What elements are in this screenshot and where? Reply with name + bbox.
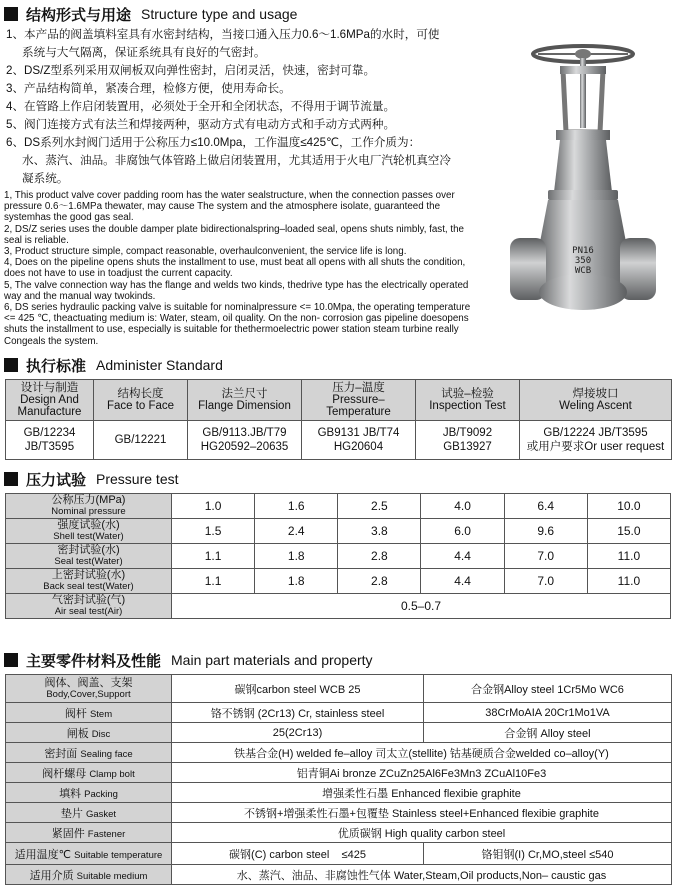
valve-marking-line: PN16: [572, 246, 594, 256]
table-row: [6, 843, 672, 865]
section-title-en: Administer Standard: [96, 357, 223, 373]
table-cell: 合金钢Alloy steel 1Cr5Mo WC6: [424, 675, 672, 703]
en-item: 5, The valve connection way has the flange and welds two kinds, thedrive type has the electrically operated way and the manual way twokinds.: [4, 279, 469, 302]
section-header-materials: [4, 649, 373, 671]
table-cell: 2.8: [338, 569, 421, 594]
row-label: 密封试验(水) Seal test(Water): [6, 544, 172, 569]
standards-table: [5, 379, 672, 460]
table-cell: 2.4: [255, 519, 338, 544]
header-design: 设计与制造 Design And Manufacture: [6, 380, 94, 421]
section-title-en: Pressure test: [96, 471, 179, 487]
table-cell: GB/12221: [94, 421, 188, 460]
row-label: 填料 Packing: [6, 783, 172, 803]
table-cell: 铁基合金(H) welded fe–alloy 司太立(stellite) 钴基硬质合金welded co–alloy(Y): [172, 743, 672, 763]
table-header-row: [6, 380, 672, 421]
en-usage-list: [4, 190, 474, 347]
row-label: 密封面 Sealing face: [6, 743, 172, 763]
cn-usage-list: [6, 26, 451, 188]
valve-marking: [566, 246, 600, 276]
table-cell: 铬不锈钢 (2Cr13) Cr, stainless steel: [172, 703, 424, 723]
table-cell: 碳钢carbon steel WCB 25: [172, 675, 424, 703]
table-row: [6, 494, 671, 519]
table-row: [6, 803, 672, 823]
table-cell: 4.4: [421, 544, 504, 569]
row-label: 适用温度℃ Suitable temperature: [6, 843, 172, 865]
en-item: 3, Product structure simple, compact reasonable, overhaulconvenient, the service life is long.: [4, 246, 407, 258]
table-cell: 15.0: [587, 519, 670, 544]
cn-item: 6、DS系列水封阀门适用于公称压力≤10.0Mpa，工作温度≤425℃，工作介质为：: [6, 136, 421, 149]
cn-item: 1、本产品的阀盖填料室具有水密封结构，当接口通入压力0.6～1.6MPa的水时，可使: [6, 28, 440, 41]
en-item: 2, DS/Z series uses the double damper plate bidirectionalspring–loaded seal, opens shuts nimbly, fast, the seal is reliable.: [4, 223, 464, 246]
en-item: 6, DS series hydraulic packing valve is suitable for nominalpressure <= 10.0Mpa, the operating temperature <= 425 ℃, theactuating medium is: Water, steam, oil quality. On the non- corrosion gas pipeline doesopens shuts the installment to use, especially is suitable for thethermoelectric power station steam turbine really Congeals the system.: [4, 302, 471, 347]
table-cell: GB/9113.JB/T79 HG20592–20635: [188, 421, 302, 460]
table-row: [6, 823, 672, 843]
table-cell: 水、蒸汽、油品、非腐蚀性气体 Water,Steam,Oil products,Non– caustic gas: [172, 865, 672, 885]
cn-item: 水、蒸汽、油品。非腐蚀气体管路上做启闭装置用，尤其适用于火电厂汽轮机真空冷: [22, 154, 451, 167]
section-title-cn: 执行标准: [26, 357, 87, 375]
row-label: 气密封试验(气) Air seal test(Air): [6, 594, 172, 619]
bullet-square-icon: [4, 472, 18, 486]
row-label: 阀体、阀盖、支架 Body,Cover,Support: [6, 675, 172, 703]
table-row: [6, 723, 672, 743]
table-cell: 合金钢 Alloy steel: [424, 723, 672, 743]
en-item: 1, This product valve cover padding room has the water sealstructure, when the connection passes over pressure 0.6～1.6MPa thewater, may cause The system and the atmosphere isolate, guaranteed the systemhas the good gas seal.: [4, 190, 455, 224]
table-cell: 2.5: [338, 494, 421, 519]
row-label: 强度试验(水) Shell test(Water): [6, 519, 172, 544]
table-row: [6, 743, 672, 763]
valve-marking-line: WCB: [574, 266, 592, 276]
table-cell: 增强柔性石墨 Enhanced flexibie graphite: [172, 783, 672, 803]
table-cell: 11.0: [587, 569, 670, 594]
table-cell: GB9131 JB/T74 HG20604: [302, 421, 416, 460]
section-title-cn: 主要零件材料及性能: [26, 652, 162, 670]
table-cell: 6.4: [504, 494, 587, 519]
table-cell: 6.0: [421, 519, 504, 544]
bullet-square-icon: [4, 7, 18, 21]
table-cell: JB/T9092 GB13927: [416, 421, 520, 460]
section-title-en: Main part materials and property: [171, 652, 373, 668]
table-row: [6, 569, 671, 594]
table-cell: 优质碳钢 High quality carbon steel: [172, 823, 672, 843]
table-cell: 1.1: [172, 544, 255, 569]
cn-item: 2、DS/Z型系列采用双闸板双向弹性密封，启闭灵活，快速，密封可靠。: [6, 64, 376, 77]
bullet-square-icon: [4, 358, 18, 372]
table-cell: 1.5: [172, 519, 255, 544]
row-label: 公称压力(MPa) Nominal pressure: [6, 494, 172, 519]
section-header-pressure: [4, 468, 179, 490]
table-cell: 11.0: [587, 544, 670, 569]
section-header-standard: [4, 354, 223, 376]
table-cell: 2.8: [338, 544, 421, 569]
table-cell: 25(2Cr13): [172, 723, 424, 743]
table-row: [6, 594, 671, 619]
table-cell: 10.0: [587, 494, 670, 519]
cn-item: 4、在管路上作启闭装置用，必须处于全开和全闭状态，不得用于调节流量。: [6, 100, 396, 113]
row-label: 闸板 Disc: [6, 723, 172, 743]
section-title-en: Structure type and usage: [141, 6, 298, 22]
materials-table: [5, 674, 672, 885]
table-cell: 0.5–0.7: [172, 594, 671, 619]
table-cell: 3.8: [338, 519, 421, 544]
table-row: [6, 421, 672, 460]
table-row: [6, 865, 672, 885]
table-row: [6, 783, 672, 803]
table-cell: GB/12224 JB/T3595 或用户要求Or user request: [520, 421, 672, 460]
pressure-table: [5, 493, 671, 619]
header-flange: 法兰尺寸 Flange Dimension: [188, 380, 302, 421]
table-cell: 1.1: [172, 569, 255, 594]
table-cell: 7.0: [504, 544, 587, 569]
table-cell: 1.0: [172, 494, 255, 519]
row-label: 适用介质 Suitable medium: [6, 865, 172, 885]
gate-valve-image: [508, 42, 658, 322]
table-cell: 1.8: [255, 544, 338, 569]
table-cell: 9.6: [504, 519, 587, 544]
row-label: 上密封试验(水) Back seal test(Water): [6, 569, 172, 594]
table-cell: 7.0: [504, 569, 587, 594]
table-row: [6, 703, 672, 723]
table-row: [6, 763, 672, 783]
row-label: 阀杆 Stem: [6, 703, 172, 723]
row-label: 阀杆螺母 Clamp bolt: [6, 763, 172, 783]
table-row: [6, 519, 671, 544]
bullet-square-icon: [4, 653, 18, 667]
table-cell: 4.4: [421, 569, 504, 594]
en-item: 4, Does on the pipeline opens shuts the installment to use, must beat all opens with all shuts the condition, does not have to use in toadjust the current capacity.: [4, 257, 466, 280]
table-row: [6, 544, 671, 569]
section-title-cn: 结构形式与用途: [26, 6, 132, 24]
cn-item: 系统与大气隔离，保证系统具有良好的气密封。: [22, 46, 266, 59]
cn-item: 凝系统。: [22, 172, 69, 185]
row-label: 紧固件 Fastener: [6, 823, 172, 843]
header-pressure-temp: 压力–温度 Pressure– Temperature: [302, 380, 416, 421]
table-row: [6, 675, 672, 703]
section-title-cn: 压力试验: [26, 471, 87, 489]
table-cell: 不锈钢+增强柔性石墨+包覆垫 Stainless steel+Enhanced flexibie graphite: [172, 803, 672, 823]
table-cell: 碳钢(C) carbon steel ≤425: [172, 843, 424, 865]
table-cell: GB/12234 JB/T3595: [6, 421, 94, 460]
cn-item: 3、产品结构简单，紧凑合理，检修方便，使用寿命长。: [6, 82, 291, 95]
table-cell: 4.0: [421, 494, 504, 519]
row-label: 垫片 Gasket: [6, 803, 172, 823]
header-inspection: 试验–检验 Inspection Test: [416, 380, 520, 421]
table-cell: 38CrMoAIA 20Cr1Mo1VA: [424, 703, 672, 723]
header-welding: 焊接坡口 Weling Ascent: [520, 380, 672, 421]
table-cell: 铬钼钢(I) Cr,MO,steel ≤540: [424, 843, 672, 865]
table-cell: 1.6: [255, 494, 338, 519]
table-cell: 1.8: [255, 569, 338, 594]
cn-item: 5、阀门连接方式有法兰和焊接两种，驱动方式有电动方式和手动方式两种。: [6, 118, 396, 131]
table-cell: 铝青铜Ai bronze ZCuZn25Al6Fe3Mn3 ZCuAl10Fe3: [172, 763, 672, 783]
valve-marking-line: 350: [574, 256, 592, 266]
header-face-to-face: 结构长度 Face to Face: [94, 380, 188, 421]
section-header-structure: [4, 3, 297, 25]
